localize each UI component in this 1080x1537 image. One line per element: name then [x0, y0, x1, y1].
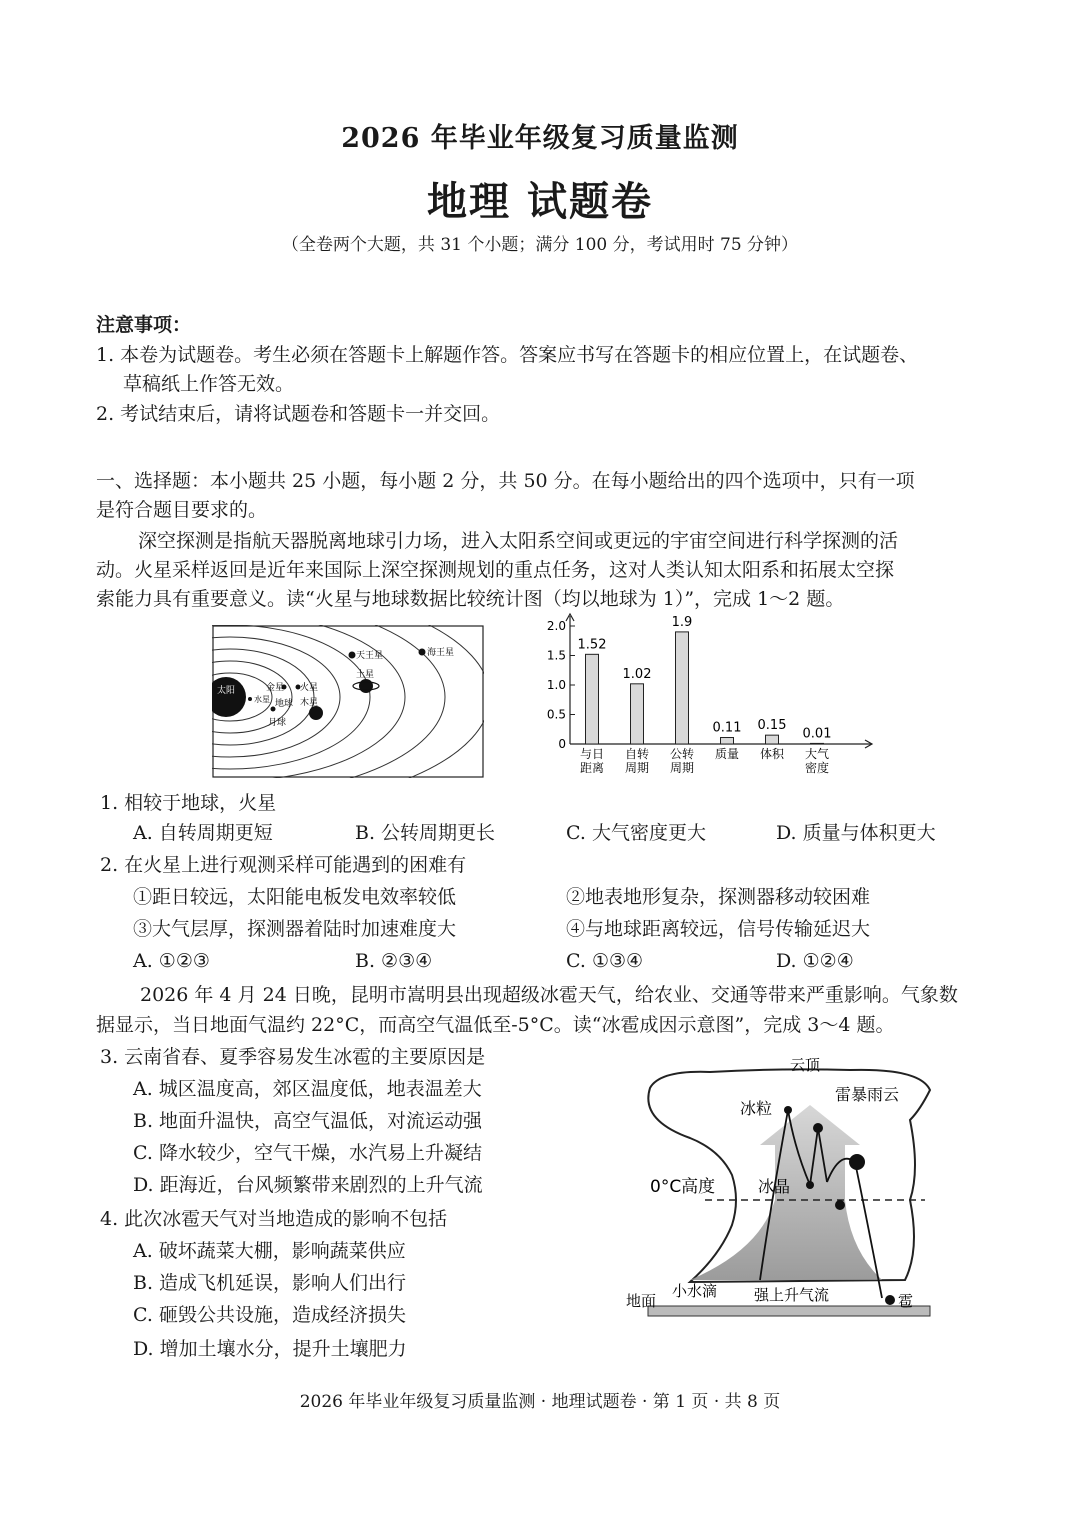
- notice-item-1-cont: 草稿纸上作答无效。: [123, 373, 295, 395]
- q2-option-d: D. ①②④: [776, 950, 854, 972]
- mercury-icon: [248, 697, 252, 701]
- q3-option-d: D. 距海近，台风频繁带来剧烈的上升气流: [133, 1174, 483, 1196]
- zero-degree-label: 0°C高度: [650, 1177, 716, 1197]
- category-label: 公转: [669, 747, 695, 761]
- q3-option-c: C. 降水较少，空气干燥，水汽易上升凝结: [133, 1142, 482, 1164]
- category-label: 质量: [714, 747, 740, 761]
- neptune-icon: [419, 649, 426, 656]
- page-footer: 2026 年毕业年级复习质量监测 · 地理试题卷 · 第 1 页 · 共 8 页: [299, 1392, 781, 1412]
- uranus-icon: [349, 652, 356, 659]
- category-label: 体积: [759, 747, 785, 761]
- exam-note: （全卷两个大题，共 31 个小题；满分 100 分，考试用时 75 分钟）: [281, 235, 799, 255]
- q4-stem: 4. 此次冰雹天气对当地造成的影响不包括: [100, 1208, 448, 1230]
- hail-formation-diagram: [620, 1050, 940, 1325]
- y-tick-label: 1.0: [546, 678, 566, 692]
- q2-stem: 2. 在火星上进行观测采样可能遇到的困难有: [100, 854, 467, 876]
- bar: [676, 632, 689, 744]
- bar: [586, 654, 599, 744]
- uranus-label: 天王星: [356, 651, 384, 661]
- subject-title: 地理 试题卷: [427, 178, 653, 225]
- bar-value-label: 0.01: [802, 726, 832, 742]
- earth-label: 地球: [275, 699, 294, 709]
- y-tick-label: 2.0: [546, 619, 566, 633]
- category-label: 密度: [804, 761, 830, 775]
- q2-option-c: C. ①③④: [566, 950, 644, 972]
- category-label: 周期: [669, 761, 695, 775]
- ground-bar: [648, 1306, 930, 1316]
- category-label: 距离: [579, 761, 605, 775]
- ground-label: 地面: [626, 1292, 657, 1310]
- q4-option-d: D. 增加土壤水分，提升土壤肥力: [133, 1338, 407, 1360]
- ice-pellet-label: 冰粒: [740, 1099, 773, 1118]
- passage-2-line-2: 据显示，当日地面气温约 22°C，而高空气温低至-5°C。读“冰雹成因示意图”，完成 3～4 题。: [96, 1014, 895, 1036]
- q1-stem: 1. 相较于地球，火星: [100, 792, 277, 814]
- sun-label: 太阳: [216, 686, 236, 696]
- category-label: 与日: [579, 747, 605, 761]
- saturn-icon: [359, 679, 373, 693]
- q2-statement-3: ③大气层厚，探测器着陆时加速难度大: [133, 918, 457, 940]
- q3-stem: 3. 云南省春、夏季容易发生冰雹的主要原因是: [100, 1046, 486, 1068]
- section-instructions-cont: 是符合题目要求的。: [96, 499, 268, 521]
- bar-value-label: 0.15: [757, 718, 787, 734]
- updraft-label: 强上升气流: [754, 1286, 830, 1304]
- ice-crystal-label: 冰晶: [758, 1177, 791, 1196]
- q2-statement-4: ④与地球距离较远，信号传输延迟大: [566, 918, 871, 940]
- passage-2-line-1: 2026 年 4 月 24 日晚，昆明市嵩明县出现超级冰雹天气，给农业、交通等带来严重影响。气象数: [140, 984, 958, 1006]
- exam-title: 2026 年毕业年级复习质量监测: [341, 123, 739, 154]
- category-label: 自转: [624, 747, 650, 761]
- y-tick-label: 0: [558, 737, 566, 751]
- q3-option-b: B. 地面升温快，高空气温低，对流运动强: [133, 1110, 483, 1132]
- q2-option-a: A. ①②③: [133, 950, 210, 972]
- bar-value-label: 1.9: [671, 614, 693, 630]
- category-label: 周期: [624, 761, 650, 775]
- q2-option-b: B. ②③④: [355, 950, 433, 972]
- passage-1-line-3: 索能力具有重要意义。读“火星与地球数据比较统计图（均以地球为 1）”，完成 1～2 题。: [96, 588, 845, 610]
- q1-option-a: A. 自转周期更短: [133, 822, 273, 844]
- jupiter-label: 木星: [300, 698, 319, 708]
- solar-system-diagram: [212, 625, 484, 778]
- bar: [631, 684, 644, 744]
- passage-1-line-2: 动。火星采样返回是近年来国际上深空探测规划的重点任务，这对人类认知太阳系和拓展太空探: [96, 559, 895, 581]
- y-tick-label: 0.5: [546, 707, 566, 722]
- ice-pellet-icon: [784, 1106, 792, 1114]
- saturn-label: 土星: [356, 670, 375, 680]
- section-instructions: 一、选择题：本小题共 25 小题，每小题 2 分，共 50 分。在每小题给出的四个选项中，只有一项: [96, 470, 915, 492]
- q1-option-b: B. 公转周期更长: [355, 822, 496, 844]
- notice-item-2: 2. 考试结束后，请将试题卷和答题卡一并交回。: [96, 403, 501, 425]
- category-label: 大气: [804, 747, 830, 761]
- q2-statement-1: ①距日较远，太阳能电板发电效率较低: [133, 886, 457, 908]
- bar: [811, 743, 824, 744]
- passage-1-line-1: 深空探测是指航天器脱离地球引力场，进入太阳系空间或更远的宇宙空间进行科学探测的活: [138, 530, 899, 552]
- hail-label: 雹: [898, 1292, 914, 1310]
- q2-statement-2: ②地表地形复杂，探测器移动较困难: [566, 886, 871, 908]
- cloud-top-label: 云顶: [790, 1056, 821, 1074]
- hailstone-icon: [885, 1295, 895, 1305]
- q1-option-c: C. 大气密度更大: [566, 822, 706, 844]
- bar: [721, 738, 734, 744]
- q4-option-a: A. 破坏蔬菜大棚，影响蔬菜供应: [133, 1240, 406, 1262]
- neptune-label: 海王星: [427, 648, 455, 658]
- mercury-label: 水星: [254, 695, 270, 704]
- bar-value-label: 1.52: [577, 637, 607, 653]
- mars-label: 火星: [300, 683, 319, 693]
- venus-label: 金星: [266, 683, 285, 693]
- notice-item-1: 1. 本卷为试题卷。考生必须在答题卡上解题作答。答案应书写在答题卡的相应位置上，在试题卷、: [96, 344, 919, 366]
- q3-option-a: A. 城区温度高，郊区温度低，地表温差大: [133, 1078, 482, 1100]
- bar-value-label: 1.02: [622, 666, 652, 682]
- q1-option-d: D. 质量与体积更大: [776, 822, 936, 844]
- q4-option-b: B. 造成飞机延误，影响人们出行: [133, 1272, 407, 1294]
- q4-option-c: C. 砸毁公共设施，造成经济损失: [133, 1304, 406, 1326]
- jupiter-icon: [309, 706, 323, 720]
- notice-heading: 注意事项：: [96, 314, 192, 336]
- moon-label: 月球: [268, 718, 287, 728]
- mars-earth-bar-chart: [540, 612, 875, 782]
- thundercloud-label: 雷暴雨云: [835, 1085, 900, 1104]
- y-tick-label: 1.5: [546, 648, 566, 663]
- droplet-label: 小水滴: [672, 1282, 718, 1300]
- bar: [766, 735, 779, 744]
- bar-value-label: 0.11: [712, 720, 742, 736]
